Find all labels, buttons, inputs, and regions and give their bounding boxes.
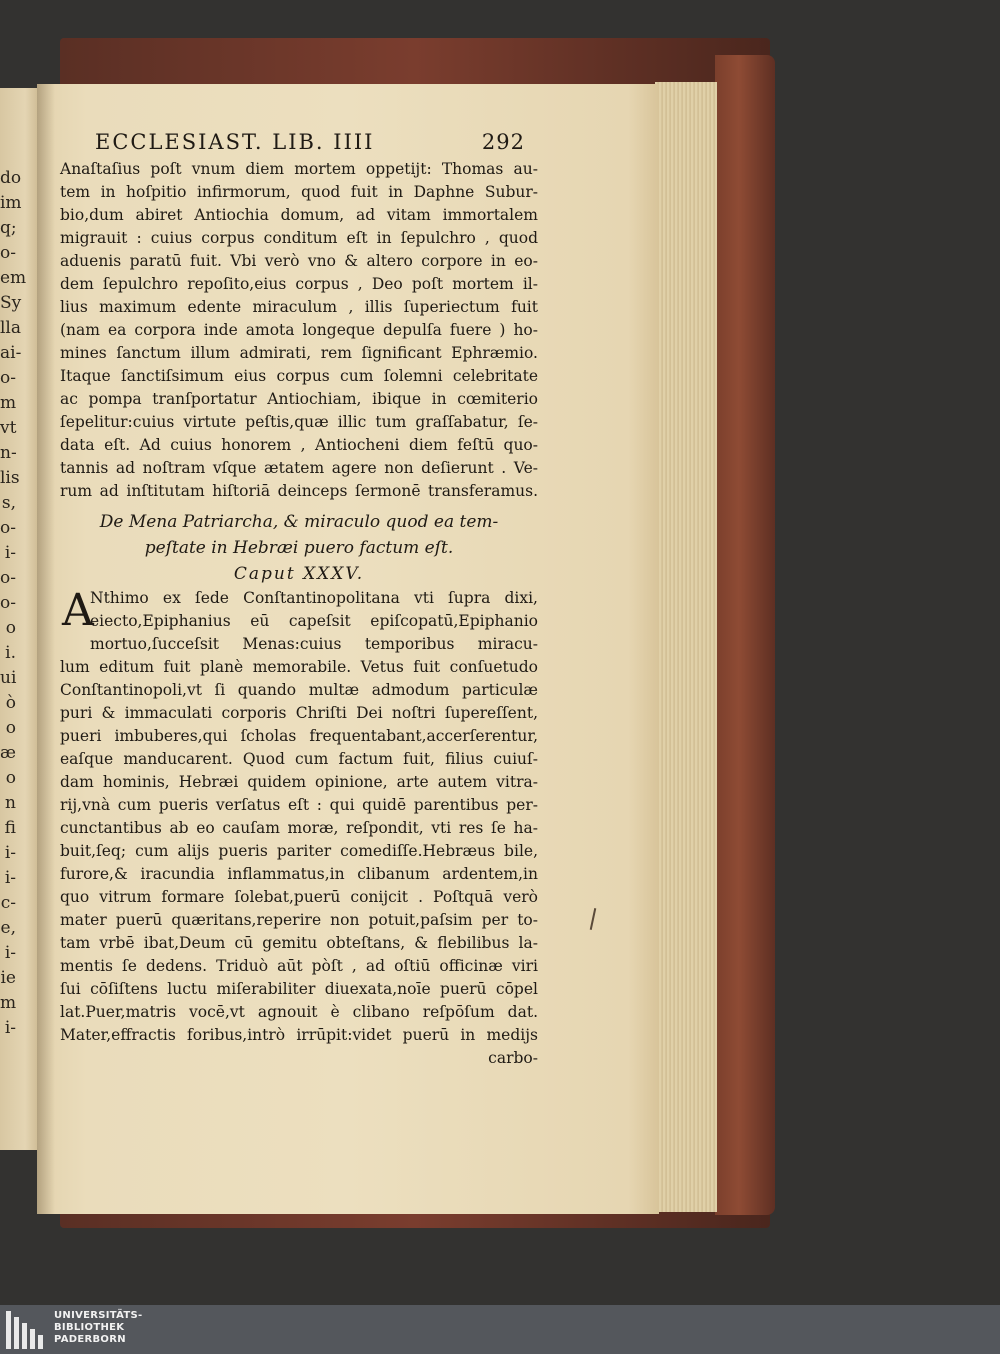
left-page-text-fragment: o bbox=[5, 768, 16, 788]
text-line: mortuo,ſucceſsit Menas:cuius temporibus miracu- bbox=[90, 635, 538, 653]
page-edges bbox=[655, 82, 717, 1212]
left-page-text-fragment: i- bbox=[4, 543, 16, 563]
text-line: Mater,effractis foribus,intrò irrūpit:videt puerū in medijs bbox=[60, 1026, 538, 1044]
text-line: ſui cōſiſtens luctu miſerabiliter diuexata,noīe puerū cōpel bbox=[60, 980, 538, 998]
left-page-text-fragment: c- bbox=[0, 893, 16, 913]
text-line: lat.Puer,matris vocē,vt agnouit è clibano reſpōſum dat. bbox=[60, 1003, 538, 1021]
library-logo-text bbox=[54, 1310, 143, 1346]
text-line: aduenis paratū fuit. Vbi verò vno & altero corpore in eo- bbox=[60, 252, 538, 270]
left-page-text-fragment: m bbox=[0, 993, 17, 1013]
text-line: eiecto,Epiphanius eū capeſsit epiſcopatū,Epiphanio bbox=[90, 612, 538, 630]
text-line: quo vitrum formare ſolebat,puerū conijcit . Poſtquā verò bbox=[60, 888, 538, 906]
page-body bbox=[60, 158, 538, 1070]
left-page-text-fragment: ie bbox=[0, 968, 16, 988]
chapter-number: Caput XXXV. bbox=[233, 564, 365, 584]
left-page-text-fragment: ui bbox=[0, 668, 17, 688]
left-page-text-fragment: fi bbox=[4, 818, 16, 838]
left-page-text-fragment: ai- bbox=[0, 343, 22, 363]
folio-number: 292 bbox=[481, 130, 525, 154]
text-line: mentis ſe dedens. Triduò aūt pòſt , ad oſtiū officinæ viri bbox=[60, 957, 538, 975]
chapter-title-line-1: De Mena Patriarcha, & miraculo quod ea tem- bbox=[99, 512, 499, 532]
footer-bar bbox=[0, 1305, 1000, 1354]
text-line: mines ſanctum illum admirati, rem ſignificant Ephræmio. bbox=[60, 344, 538, 362]
left-page-text-fragment: n- bbox=[0, 443, 17, 463]
logo-line-1: UNIVERSITÄTS- bbox=[54, 1310, 143, 1321]
text-line: eaſque manducarent. Quod cum factum fuit, filius cuiuſ- bbox=[60, 750, 538, 768]
text-line: dem ſepulchro repoſito,eius corpus , Deo poſt mortem il- bbox=[60, 275, 538, 293]
gutter-shadow bbox=[37, 84, 55, 1214]
text-line: puri & immaculati corporis Chriſti Dei noſtri ſupereſſent, bbox=[60, 704, 538, 722]
text-line: (nam ea corpora inde amota longeque depulſa fuere ) ho- bbox=[60, 321, 538, 339]
left-page-text-fragment: o- bbox=[0, 568, 16, 588]
left-page-text-fragment: o- bbox=[0, 518, 16, 538]
left-page-text-fragment: s, bbox=[1, 493, 16, 513]
catchword: carbo- bbox=[488, 1049, 538, 1067]
paragraph-2 bbox=[60, 587, 538, 1070]
left-page-text-fragment: m bbox=[0, 393, 17, 413]
left-page-text-fragment: o bbox=[5, 718, 16, 738]
paragraph-1 bbox=[60, 158, 538, 503]
drop-cap: A bbox=[62, 585, 94, 636]
left-page-text-fragment: im bbox=[0, 193, 22, 213]
text-line: cunctantibus ab eo cauſam moræ, reſpondit, vti res ſe ha- bbox=[60, 819, 538, 837]
left-page-text-fragment: i. bbox=[5, 643, 16, 663]
text-line: mater puerū quæritans,reperire non potuit,paſsim per to- bbox=[60, 911, 538, 929]
text-line: lius maximum edente miraculum , illis ſuperiectum fuit bbox=[60, 298, 538, 316]
left-page-text-fragment: ò bbox=[5, 693, 16, 713]
text-line: lum editum fuit planè memorabile. Vetus fuit conſuetudo bbox=[60, 658, 538, 676]
left-page-text-fragment: i- bbox=[4, 843, 16, 863]
left-page-text-fragment: æ bbox=[0, 743, 16, 763]
text-line: furore,& iracundia inflammatus,in clibanum ardentem,in bbox=[60, 865, 538, 883]
text-line: data eſt. Ad cuius honorem , Antiocheni diem feſtū quo- bbox=[60, 436, 538, 454]
left-page-text-fragment: q; bbox=[0, 218, 17, 238]
left-page-text-fragment: lla bbox=[0, 318, 22, 338]
left-page-text-fragment: i- bbox=[4, 943, 16, 963]
left-page-text-fragment: i- bbox=[4, 1018, 16, 1038]
running-header bbox=[95, 130, 525, 158]
left-page-text-fragment: o bbox=[5, 618, 16, 638]
text-line: migrauit : cuius corpus conditum eſt in ſepulchro , quod bbox=[60, 229, 538, 247]
left-page-fragment bbox=[0, 88, 42, 1150]
text-line: rum ad inſtitutam hiſtoriā deinceps ſermonē transferamus. bbox=[60, 482, 538, 500]
text-line: tam vrbē ibat,Deum cū gemitu obteſtans, & flebilibus la- bbox=[60, 934, 538, 952]
chapter-title-line-2: peſtate in Hebræi puero factum eſt. bbox=[144, 538, 454, 558]
text-line: buit,ſeq; cum alijs pueris pariter comediſſe.Hebræus bile, bbox=[60, 842, 538, 860]
left-page-text-fragment: i- bbox=[4, 868, 16, 888]
book-spine-edge bbox=[715, 55, 775, 1215]
chapter-heading bbox=[60, 509, 538, 587]
running-title: ECCLESIAST. LIB. IIII bbox=[95, 130, 375, 154]
text-line: ſepelitur:cuius virtute peſtis,quæ illic tum graſſabatur, ſe- bbox=[60, 413, 538, 431]
left-page-text-fragment: do bbox=[0, 168, 22, 188]
text-line: dam hominis, Hebræi quidem opinione, arte autem vitra- bbox=[60, 773, 538, 791]
left-page-text-fragment: e, bbox=[0, 918, 16, 938]
logo-line-3: PADERBORN bbox=[54, 1334, 126, 1345]
text-line: Itaque ſanctiſsimum eius corpus cum ſolemni celebritate bbox=[60, 367, 538, 385]
left-page-text-fragment: vt bbox=[0, 418, 17, 438]
logo-line-2: BIBLIOTHEK bbox=[54, 1322, 125, 1333]
left-page-text-fragment: o- bbox=[0, 593, 16, 613]
left-page-text-fragment: em bbox=[0, 268, 27, 288]
text-line: Anaſtaſius poſt vnum diem mortem oppetijt: Thomas au- bbox=[60, 160, 538, 178]
left-page-text-fragment: Sy bbox=[0, 293, 22, 313]
text-line: tem in hoſpitio infirmorum, quod fuit in Daphne Subur- bbox=[60, 183, 538, 201]
left-page-text-fragment: lis bbox=[0, 468, 20, 488]
text-line: ac pompa tranſportatur Antiochiam, ibique in cœmiterio bbox=[60, 390, 538, 408]
text-line: pueri imbuberes,qui ſcholas frequentabant,accerſerentur, bbox=[60, 727, 538, 745]
left-page-text-fragment: o- bbox=[0, 368, 16, 388]
left-page-text-fragment: o- bbox=[0, 243, 16, 263]
text-line: tannis ad noſtram vſque ætatem agere non deſierunt . Ve- bbox=[60, 459, 538, 477]
text-line: Nthimo ex ſede Conſtantinopolitana vti ſupra dixi, bbox=[90, 589, 538, 607]
left-page-text-fragment: n bbox=[5, 793, 16, 813]
text-line: Conſtantinopoli,vt ſi quando multæ admodum particulæ bbox=[60, 681, 538, 699]
text-line: rij,vnà cum pueris verſatus eſt : qui quidē parentibus per- bbox=[60, 796, 538, 814]
text-line: bio,dum abiret Antiochia domum, ad vitam immortalem bbox=[60, 206, 538, 224]
